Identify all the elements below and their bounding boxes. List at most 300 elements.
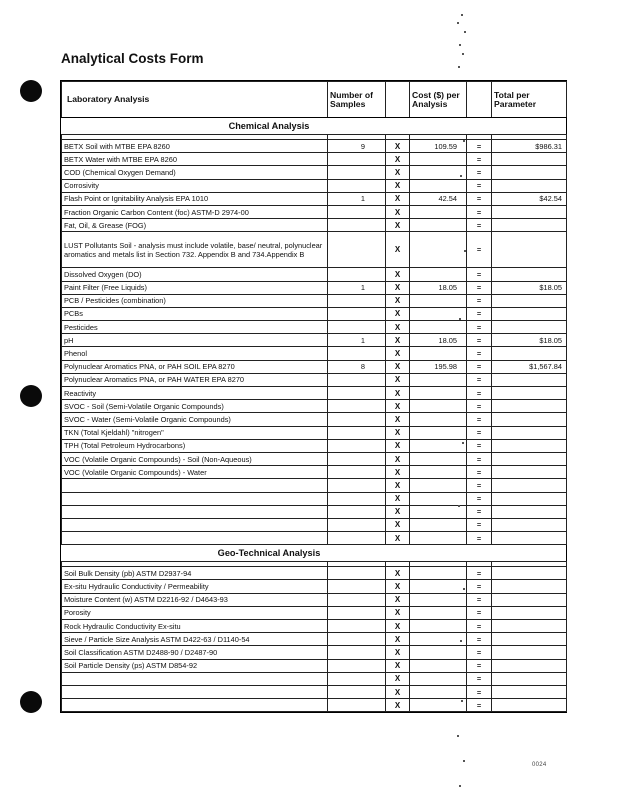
multiply-sign: X <box>386 205 410 218</box>
total-field[interactable] <box>492 347 567 360</box>
table-row <box>62 307 567 320</box>
samples-field[interactable] <box>328 307 386 320</box>
equals-sign: = <box>467 205 492 218</box>
equals-sign: = <box>467 360 492 373</box>
multiply-sign: X <box>386 646 410 659</box>
table-row <box>62 532 567 545</box>
cost-field[interactable] <box>410 426 467 439</box>
equals-sign: = <box>467 219 492 232</box>
table-row <box>62 505 567 518</box>
header-row <box>62 82 567 118</box>
samples-field[interactable] <box>328 518 386 531</box>
equals-sign: = <box>467 646 492 659</box>
table-row <box>62 518 567 531</box>
total-field[interactable] <box>492 413 567 426</box>
samples-field[interactable] <box>328 413 386 426</box>
cost-field[interactable] <box>410 205 467 218</box>
samples-field[interactable]: 9 <box>328 140 386 153</box>
cost-field[interactable] <box>410 593 467 606</box>
binder-hole-top <box>20 80 42 102</box>
analysis-name <box>62 492 328 505</box>
total-field[interactable] <box>492 321 567 334</box>
samples-field[interactable] <box>328 321 386 334</box>
analysis-name: TKN (Total Kjeldahl) "nitrogen" <box>62 426 328 439</box>
section-title: Geo-Technical Analysis <box>217 547 321 558</box>
cost-field[interactable] <box>410 492 467 505</box>
cost-field[interactable]: 18.05 <box>410 334 467 347</box>
header-spacer <box>386 82 410 118</box>
samples-field[interactable] <box>328 439 386 452</box>
equals-sign: = <box>467 321 492 334</box>
cost-field[interactable] <box>410 646 467 659</box>
samples-field[interactable] <box>328 633 386 646</box>
total-field[interactable] <box>492 400 567 413</box>
samples-field[interactable] <box>328 466 386 479</box>
table-row <box>62 400 567 413</box>
samples-field[interactable] <box>328 606 386 619</box>
table-row <box>62 360 567 373</box>
cost-field[interactable]: 109.59 <box>410 140 467 153</box>
analysis-name <box>62 505 328 518</box>
total-field[interactable] <box>492 672 567 685</box>
total-field[interactable] <box>492 685 567 698</box>
equals-sign: = <box>467 153 492 166</box>
total-field[interactable] <box>492 153 567 166</box>
equals-sign: = <box>467 532 492 545</box>
section-header <box>62 118 567 135</box>
section-header-row <box>62 545 567 562</box>
multiply-sign: X <box>386 567 410 580</box>
samples-field[interactable] <box>328 620 386 633</box>
multiply-sign: X <box>386 620 410 633</box>
equals-sign: = <box>467 268 492 281</box>
total-field[interactable] <box>492 294 567 307</box>
table-row <box>62 699 567 712</box>
equals-sign: = <box>467 479 492 492</box>
cost-field[interactable] <box>410 518 467 531</box>
cost-field[interactable]: 42.54 <box>410 192 467 205</box>
multiply-sign: X <box>386 580 410 593</box>
equals-sign: = <box>467 466 492 479</box>
cost-field[interactable] <box>410 166 467 179</box>
page-stamp: 0024 <box>532 762 547 768</box>
analysis-name: Polynuclear Aromatics PNA, or PAH SOIL EPA 8270 <box>62 360 328 373</box>
cost-field[interactable] <box>410 620 467 633</box>
multiply-sign: X <box>386 294 410 307</box>
cost-field[interactable] <box>410 321 467 334</box>
total-field[interactable] <box>492 532 567 545</box>
cost-field[interactable] <box>410 413 467 426</box>
total-field[interactable] <box>492 518 567 531</box>
equals-sign: = <box>467 179 492 192</box>
analysis-name <box>62 518 328 531</box>
multiply-sign: X <box>386 387 410 400</box>
total-field[interactable]: $1,567.84 <box>492 360 567 373</box>
equals-sign: = <box>467 685 492 698</box>
cost-field[interactable] <box>410 153 467 166</box>
multiply-sign: X <box>386 672 410 685</box>
table-row <box>62 492 567 505</box>
binder-hole-bottom <box>20 691 42 713</box>
multiply-sign: X <box>386 699 410 712</box>
equals-sign: = <box>467 373 492 386</box>
total-field[interactable] <box>492 373 567 386</box>
analysis-name: Soil Classification ASTM D2488-90 / D2487-90 <box>62 646 328 659</box>
multiply-sign: X <box>386 492 410 505</box>
equals-sign: = <box>467 334 492 347</box>
cost-field[interactable] <box>410 580 467 593</box>
samples-field[interactable] <box>328 505 386 518</box>
analytical-costs-table <box>60 80 567 713</box>
total-field[interactable] <box>492 633 567 646</box>
multiply-sign: X <box>386 593 410 606</box>
equals-sign: = <box>467 140 492 153</box>
analysis-name: Paint Filter (Free Liquids) <box>62 281 328 294</box>
total-field[interactable] <box>492 307 567 320</box>
equals-sign: = <box>467 426 492 439</box>
total-field[interactable] <box>492 232 567 268</box>
cost-field[interactable] <box>410 452 467 465</box>
equals-sign: = <box>467 166 492 179</box>
samples-field[interactable]: 1 <box>328 192 386 205</box>
table-row <box>62 426 567 439</box>
header-total-per-parameter: Total per Parameter <box>492 82 567 118</box>
header-laboratory-analysis: Laboratory Analysis <box>62 82 328 118</box>
total-field[interactable] <box>492 620 567 633</box>
total-field[interactable] <box>492 567 567 580</box>
multiply-sign: X <box>386 281 410 294</box>
cost-field[interactable] <box>410 268 467 281</box>
analysis-name: Dissolved Oxygen (DO) <box>62 268 328 281</box>
samples-field[interactable] <box>328 492 386 505</box>
cost-field[interactable]: 18.05 <box>410 281 467 294</box>
multiply-sign: X <box>386 505 410 518</box>
equals-sign: = <box>467 400 492 413</box>
equals-sign: = <box>467 633 492 646</box>
table-row <box>62 373 567 386</box>
cost-field[interactable] <box>410 532 467 545</box>
total-field[interactable] <box>492 505 567 518</box>
cost-field[interactable] <box>410 479 467 492</box>
samples-field[interactable] <box>328 685 386 698</box>
total-field[interactable] <box>492 466 567 479</box>
cost-field[interactable] <box>410 387 467 400</box>
table-row <box>62 334 567 347</box>
cost-field[interactable]: 195.98 <box>410 360 467 373</box>
samples-field[interactable] <box>328 166 386 179</box>
equals-sign: = <box>467 307 492 320</box>
table-row <box>62 439 567 452</box>
multiply-sign: X <box>386 140 410 153</box>
table-row <box>62 219 567 232</box>
table-row <box>62 646 567 659</box>
equals-sign: = <box>467 620 492 633</box>
table-row <box>62 205 567 218</box>
cost-field[interactable] <box>410 672 467 685</box>
equals-sign: = <box>467 505 492 518</box>
samples-field[interactable] <box>328 646 386 659</box>
samples-field[interactable] <box>328 347 386 360</box>
equals-sign: = <box>467 452 492 465</box>
equals-sign: = <box>467 580 492 593</box>
total-field[interactable] <box>492 606 567 619</box>
table-row <box>62 479 567 492</box>
cost-field[interactable] <box>410 400 467 413</box>
costs-table-body <box>62 82 567 712</box>
analysis-name: Pesticides <box>62 321 328 334</box>
table-row <box>62 153 567 166</box>
header-spacer <box>467 82 492 118</box>
analysis-name: PCBs <box>62 307 328 320</box>
analysis-name: Ex-situ Hydraulic Conductivity / Permeability <box>62 580 328 593</box>
multiply-sign: X <box>386 192 410 205</box>
cost-field[interactable] <box>410 567 467 580</box>
analysis-name <box>62 699 328 712</box>
table-row <box>62 166 567 179</box>
multiply-sign: X <box>386 179 410 192</box>
total-field[interactable]: $18.05 <box>492 334 567 347</box>
multiply-sign: X <box>386 321 410 334</box>
analysis-name: Fraction Organic Carbon Content (foc) ASTM-D 2974-00 <box>62 205 328 218</box>
multiply-sign: X <box>386 479 410 492</box>
table-row <box>62 192 567 205</box>
analysis-name: Reactivity <box>62 387 328 400</box>
analysis-name: Moisture Content (w) ASTM D2216-92 / D4643-93 <box>62 593 328 606</box>
table-row <box>62 281 567 294</box>
cost-field[interactable] <box>410 699 467 712</box>
samples-field[interactable] <box>328 479 386 492</box>
table-row <box>62 294 567 307</box>
analysis-name: SVOC - Water (Semi-Volatile Organic Compounds) <box>62 413 328 426</box>
total-field[interactable] <box>492 580 567 593</box>
total-field[interactable] <box>492 387 567 400</box>
multiply-sign: X <box>386 659 410 672</box>
multiply-sign: X <box>386 532 410 545</box>
cost-field[interactable] <box>410 232 467 268</box>
multiply-sign: X <box>386 334 410 347</box>
table-row <box>62 466 567 479</box>
table-row <box>62 140 567 153</box>
multiply-sign: X <box>386 685 410 698</box>
total-field[interactable] <box>492 205 567 218</box>
total-field[interactable]: $986.31 <box>492 140 567 153</box>
section-header <box>62 545 567 562</box>
equals-sign: = <box>467 567 492 580</box>
analysis-name: BETX Soil with MTBE EPA 8260 <box>62 140 328 153</box>
samples-field[interactable] <box>328 699 386 712</box>
costs-table <box>61 81 567 712</box>
equals-sign: = <box>467 192 492 205</box>
total-field[interactable] <box>492 452 567 465</box>
samples-field[interactable] <box>328 373 386 386</box>
multiply-sign: X <box>386 268 410 281</box>
analysis-name: Soil Particle Density (ps) ASTM D854-92 <box>62 659 328 672</box>
cost-field[interactable] <box>410 466 467 479</box>
multiply-sign: X <box>386 360 410 373</box>
equals-sign: = <box>467 347 492 360</box>
table-row <box>62 387 567 400</box>
multiply-sign: X <box>386 219 410 232</box>
samples-field[interactable] <box>328 593 386 606</box>
multiply-sign: X <box>386 347 410 360</box>
table-row <box>62 452 567 465</box>
multiply-sign: X <box>386 153 410 166</box>
header-cost-per-analysis: Cost ($) per Analysis <box>410 82 467 118</box>
table-row <box>62 179 567 192</box>
total-field[interactable] <box>492 268 567 281</box>
cost-field[interactable] <box>410 373 467 386</box>
multiply-sign: X <box>386 413 410 426</box>
binder-hole-middle <box>20 385 42 407</box>
analysis-name: Phenol <box>62 347 328 360</box>
analysis-name <box>62 532 328 545</box>
multiply-sign: X <box>386 400 410 413</box>
cost-field[interactable] <box>410 307 467 320</box>
equals-sign: = <box>467 232 492 268</box>
multiply-sign: X <box>386 606 410 619</box>
table-row <box>62 659 567 672</box>
analysis-name <box>62 672 328 685</box>
multiply-sign: X <box>386 518 410 531</box>
samples-field[interactable]: 1 <box>328 334 386 347</box>
multiply-sign: X <box>386 452 410 465</box>
multiply-sign: X <box>386 232 410 268</box>
equals-sign: = <box>467 281 492 294</box>
equals-sign: = <box>467 294 492 307</box>
equals-sign: = <box>467 593 492 606</box>
cost-field[interactable] <box>410 659 467 672</box>
samples-field[interactable] <box>328 294 386 307</box>
multiply-sign: X <box>386 426 410 439</box>
total-field[interactable] <box>492 593 567 606</box>
cost-field[interactable] <box>410 685 467 698</box>
analysis-name: pH <box>62 334 328 347</box>
analysis-name: Flash Point or Ignitability Analysis EPA 1010 <box>62 192 328 205</box>
multiply-sign: X <box>386 439 410 452</box>
total-field[interactable] <box>492 659 567 672</box>
analysis-name <box>62 685 328 698</box>
multiply-sign: X <box>386 466 410 479</box>
samples-field[interactable] <box>328 387 386 400</box>
analysis-name: Porosity <box>62 606 328 619</box>
multiply-sign: X <box>386 373 410 386</box>
samples-field[interactable] <box>328 153 386 166</box>
samples-field[interactable] <box>328 219 386 232</box>
samples-field[interactable] <box>328 205 386 218</box>
samples-field[interactable] <box>328 532 386 545</box>
section-header-row <box>62 118 567 135</box>
equals-sign: = <box>467 387 492 400</box>
equals-sign: = <box>467 606 492 619</box>
cost-field[interactable] <box>410 606 467 619</box>
equals-sign: = <box>467 659 492 672</box>
table-row <box>62 593 567 606</box>
equals-sign: = <box>467 699 492 712</box>
table-row <box>62 413 567 426</box>
analysis-name: Rock Hydraulic Conductivity Ex-situ <box>62 620 328 633</box>
samples-field[interactable] <box>328 232 386 268</box>
total-field[interactable] <box>492 699 567 712</box>
table-row <box>62 606 567 619</box>
multiply-sign: X <box>386 307 410 320</box>
table-row <box>62 347 567 360</box>
analysis-name: Polynuclear Aromatics PNA, or PAH WATER EPA 8270 <box>62 373 328 386</box>
analysis-name: LUST Pollutants Soil - analysis must include volatile, base/ neutral, polynuclear aromatics and metals list in Section 732. Appendix B and 734.Appendix B <box>62 232 328 268</box>
samples-field[interactable] <box>328 179 386 192</box>
total-field[interactable]: $42.54 <box>492 192 567 205</box>
analysis-name: PCB / Pesticides (combination) <box>62 294 328 307</box>
total-field[interactable] <box>492 479 567 492</box>
table-row <box>62 685 567 698</box>
analysis-name: TPH (Total Petroleum Hydrocarbons) <box>62 439 328 452</box>
samples-field[interactable] <box>328 426 386 439</box>
header-number-of-samples: Number of Samples <box>328 82 386 118</box>
total-field[interactable] <box>492 426 567 439</box>
total-field[interactable]: $18.05 <box>492 281 567 294</box>
total-field[interactable] <box>492 439 567 452</box>
equals-sign: = <box>467 413 492 426</box>
samples-field[interactable]: 1 <box>328 281 386 294</box>
total-field[interactable] <box>492 219 567 232</box>
analysis-name: Corrosivity <box>62 179 328 192</box>
analysis-name: Sieve / Particle Size Analysis ASTM D422-63 / D1140-54 <box>62 633 328 646</box>
table-row <box>62 633 567 646</box>
cost-field[interactable] <box>410 294 467 307</box>
equals-sign: = <box>467 439 492 452</box>
cost-field[interactable] <box>410 505 467 518</box>
equals-sign: = <box>467 492 492 505</box>
table-row <box>62 580 567 593</box>
table-row <box>62 672 567 685</box>
samples-field[interactable] <box>328 268 386 281</box>
total-field[interactable] <box>492 166 567 179</box>
total-field[interactable] <box>492 179 567 192</box>
samples-field[interactable] <box>328 452 386 465</box>
analysis-name: COD (Chemical Oxygen Demand) <box>62 166 328 179</box>
table-row <box>62 321 567 334</box>
equals-sign: = <box>467 518 492 531</box>
analysis-name: VOC (Volatile Organic Compounds) - Soil (Non-Aqueous) <box>62 452 328 465</box>
analysis-name <box>62 479 328 492</box>
multiply-sign: X <box>386 633 410 646</box>
samples-field[interactable] <box>328 672 386 685</box>
section-title: Chemical Analysis <box>228 120 310 131</box>
table-row <box>62 567 567 580</box>
cost-field[interactable] <box>410 347 467 360</box>
cost-field[interactable] <box>410 633 467 646</box>
analysis-name: Fat, Oil, & Grease (FOG) <box>62 219 328 232</box>
cost-field[interactable] <box>410 179 467 192</box>
analysis-name: Soil Bulk Density (pb) ASTM D2937-94 <box>62 567 328 580</box>
total-field[interactable] <box>492 646 567 659</box>
total-field[interactable] <box>492 492 567 505</box>
analysis-name: VOC (Volatile Organic Compounds) - Water <box>62 466 328 479</box>
samples-field[interactable]: 8 <box>328 360 386 373</box>
samples-field[interactable] <box>328 567 386 580</box>
form-title: Analytical Costs Form <box>61 51 204 66</box>
cost-field[interactable] <box>410 219 467 232</box>
equals-sign: = <box>467 672 492 685</box>
multiply-sign: X <box>386 166 410 179</box>
samples-field[interactable] <box>328 400 386 413</box>
table-row <box>62 620 567 633</box>
analysis-name: BETX Water with MTBE EPA 8260 <box>62 153 328 166</box>
samples-field[interactable] <box>328 580 386 593</box>
table-row <box>62 232 567 268</box>
analysis-name: SVOC - Soil (Semi-Volatile Organic Compounds) <box>62 400 328 413</box>
samples-field[interactable] <box>328 659 386 672</box>
cost-field[interactable] <box>410 439 467 452</box>
